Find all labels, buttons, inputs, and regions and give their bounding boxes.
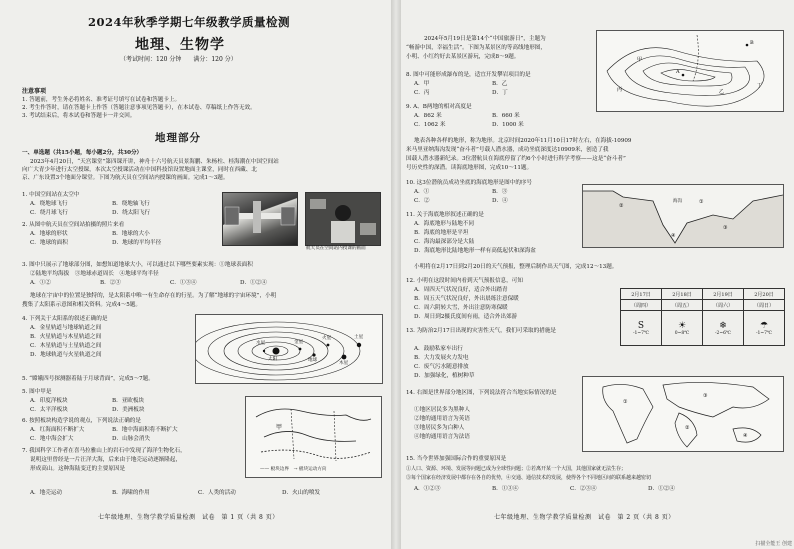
q2-stem: 2. 从图中航天员在空间站拍摄的照片来看: [22, 222, 125, 228]
intro-line-1: 2023年4月20日，“天宫课堂”第四课开讲，神舟十六号航天员景海鹏、朱杨柱、桂海潮在中国空间站: [30, 159, 279, 165]
svg-text:③: ③: [703, 393, 708, 399]
weather-date-2: 2月18日: [662, 289, 703, 300]
trench-label: 海沟: [673, 199, 683, 204]
q8-stem: 8. 图中可能形成瀑布的是，适宜开发攀岩项目的是: [406, 72, 531, 78]
exam-title: 2024年秋季学期七年级教学质量检测: [88, 15, 291, 29]
q8-intro-line-1: 2024年5月19日是第14个“中国旅游日”，主题为: [424, 36, 546, 42]
q15-line-2: ③每个国家在经济发展中都存在各自的优势，④交通、通信技术的发展，使得各个不同地区间的联系越来越密切: [406, 475, 652, 481]
q15-stem: 15. 当今世界加强国际合作的重要原因是: [406, 456, 507, 462]
q2-option-a: A．地球的形状: [30, 231, 68, 237]
notice-3: 3. 考试结束后，将本试卷和答题卡一并交回。: [22, 113, 136, 119]
weather-temp-2: 0~8℃: [674, 330, 690, 336]
q6-option-c: C．地中海会扩大: [30, 436, 74, 442]
q3-option-c: C．①③④: [170, 280, 197, 286]
q10-intro-line-2: 米马里亚纳海沟发现“奋斗者”号载人潜水器，成功坐底深度达10909米，创造了我: [406, 147, 609, 153]
q9-option-d: D．1000 米: [492, 122, 524, 128]
svg-text:丁: 丁: [757, 83, 763, 89]
solar-system-diagram: [195, 314, 383, 384]
q13-option-b: B．大力发展火力发电: [414, 355, 469, 361]
weather-cell-3: [703, 311, 744, 346]
q1-stem: 1. 中国空间站在太空中: [22, 192, 80, 198]
section-title: 地理部分: [155, 132, 201, 144]
q15-option-b: B．①③④: [492, 486, 519, 492]
intro-line-2: 向广大青少年进行太空授课，本次太空授课活动在中国科技馆设置地面主课堂，同时在西藏、北: [22, 167, 257, 173]
q5-option-a: A．印度洋板块: [30, 398, 68, 404]
svg-text:②: ②: [685, 425, 690, 431]
q12-option-c: C．周六阴转大雪，外出注意防寒保暖: [414, 305, 508, 311]
weather-cell-4: [744, 311, 785, 346]
sunny-icon: ☀: [677, 320, 687, 331]
notice-title: 注意事项: [22, 88, 47, 95]
weather-day-3: （周六）: [703, 300, 744, 311]
q11-option-b: B．海底的地形是平坦: [414, 230, 469, 236]
q7-line-2: 说明这里曾经是一片汪洋大海，后来由于地壳运动逐渐隆起，: [30, 457, 182, 463]
weather-table: [620, 288, 785, 346]
q4-option-a: A．金星轨道与地球轨道之间: [30, 325, 102, 331]
page-two: [402, 0, 790, 549]
intro-line-3: 京、广东设置3个地面分课堂。下图为航天员在空间站内授课的画面。完成1～3题。: [22, 175, 229, 181]
q10-intro-line-4: 号历史性的深潜。读海底地形图，完成10～11题。: [406, 165, 533, 171]
page-gutter: [391, 0, 401, 549]
q6-option-b: B．地中海面积将不断扩大: [112, 427, 178, 433]
label-saturn: 土星: [354, 335, 364, 340]
q1-option-c: C．绕月球飞行: [30, 210, 68, 216]
q5-intro: 5. “嫦娥四号探测器着陆于月球背面”，完成5～7题。: [22, 376, 154, 382]
seafloor-profile-drawing: [583, 185, 783, 247]
q8-option-b: B．乙: [492, 81, 508, 87]
q12-option-b: B．周五天气状况良好，外出晨练注意保暖: [414, 296, 519, 302]
q15-line-1: ①人口、资源、环境、发展等问题已成为全球性问题；②若离开某一个大国，其他国家就无法生存；: [406, 466, 627, 472]
label-venus: 金星: [294, 340, 304, 345]
q7-option-b: B．海啸的作用: [112, 490, 150, 496]
q11-option-d: D．海底地形比陆地地形一样有高低起伏和深海盆: [414, 248, 536, 254]
q10-option-d: D．④: [492, 198, 508, 204]
q15-option-a: A．①②③: [414, 486, 441, 492]
q6-option-d: D．山脉会消失: [112, 436, 151, 442]
seafloor-profile: [582, 184, 784, 248]
label-mars: 火星: [322, 336, 332, 341]
q5-option-d: D．美洲板块: [112, 407, 145, 413]
q14-option-b: ②地的通用语言为英语: [414, 416, 470, 422]
page-two-footer: 七年级地理、生物学教学质量检测 试卷 第 2 页（共 8 页）: [494, 514, 675, 521]
svg-text:③: ③: [723, 225, 728, 231]
contour-map-drawing: [597, 31, 783, 111]
weather-temp-3: -2~6℃: [714, 330, 732, 336]
astronaut-drawing: [306, 193, 380, 245]
q11-option-c: C．海沟最深部分是大陆: [414, 239, 475, 245]
q10-intro-line-1: 地表各种各样的地形，称为地形。北京时间2020年11月10日17时左右，在海拔-10909: [414, 138, 632, 144]
q8-option-d: D．丁: [492, 90, 508, 96]
weather-day-1: （周四）: [621, 300, 662, 311]
contour-map: [596, 30, 784, 112]
svg-text:丙: 丙: [617, 87, 623, 93]
q10-option-c: C．②: [414, 198, 430, 204]
page-one-footer: 七年级地理、生物学教学质量检测 试卷 第 1 页（共 8 页）: [98, 514, 279, 521]
q6-option-a: A．红海面积不断扩大: [30, 427, 85, 433]
sandstorm-icon: S: [637, 320, 645, 331]
q3-stem: 3. 图中只展示了地球部分图，如想知道地球大小，可以通过以下哪些要素实现：①地球表面积: [22, 262, 253, 268]
svg-text:②: ②: [619, 203, 624, 209]
q12-stem: 12. 小明在这段时间内看到天气预报信息，可知: [406, 278, 523, 284]
q13-option-a: A．鼓励私家车出行: [414, 346, 463, 352]
q4-option-c: C．木星轨道与土星轨道之间: [30, 343, 102, 349]
svg-text:甲: 甲: [276, 424, 283, 431]
q4-stem: 4. 下列关于太阳系的叙述正确的是: [22, 316, 108, 322]
q12-option-d: D．周日到2摄氏度间有雨，适合外出郊游: [414, 314, 518, 320]
astronaut-photo: [305, 192, 381, 246]
q10-option-b: B．③: [492, 189, 508, 195]
weather-day-4: （周日）: [744, 300, 785, 311]
q14-option-d: ④地的通用语言为法语: [414, 434, 470, 440]
q5-option-b: B．亚欧板块: [112, 398, 145, 404]
svg-text:①: ①: [699, 199, 704, 205]
q15-option-c: C．②③④: [570, 486, 597, 492]
page-one: [0, 0, 390, 549]
q10-intro-line-3: 国载人潜水器新纪录。3位潜航员在海底停留了约6个小时进行科学考察——这是“奋斗者”: [406, 156, 626, 162]
label-sun: 太阳: [268, 357, 278, 362]
notice-2: 2. 考生作答时，请在答题卡上作答（答题注意事项见答题卡），在本试卷、草稿纸上作答无效。: [22, 105, 256, 111]
q8-option-a: A．甲: [414, 81, 430, 87]
world-region-map-drawing: [583, 377, 783, 451]
plate-map: [245, 396, 382, 478]
q5-option-c: C．太平洋板块: [30, 407, 68, 413]
weather-date-3: 2月19日: [703, 289, 744, 300]
q10-stem: 10. 这3位潜航员成功坐底的海底地形是图中的序号: [406, 180, 533, 186]
weather-day-2: （周五）: [662, 300, 703, 311]
plate-map-drawing: [246, 397, 381, 467]
q3-option-a: A．①②: [30, 280, 51, 286]
photo-caption: 航天员在空间站内授课的画面: [306, 246, 366, 251]
q2-option-d: D．地球的平均半径: [112, 240, 162, 246]
q9-stem: 9. A、B两地的相对高度是: [406, 104, 472, 110]
q2-option-c: C．地球的面积: [30, 240, 68, 246]
plate-map-legend: —— 板块边界 → 板块运动方向: [260, 467, 327, 472]
weather-temp-4: -1~7℃: [755, 330, 773, 336]
weather-temp-1: -1~7℃: [632, 330, 650, 336]
weather-cell-1: [621, 311, 662, 346]
svg-text:④: ④: [743, 433, 748, 439]
q13-option-d: D．加强绿化，植树种草: [414, 373, 475, 379]
space-station-photo: [222, 192, 298, 246]
solar-system-orbits: [196, 315, 382, 383]
label-earth: 地球: [308, 358, 318, 363]
q3-option-b: B．②③: [100, 280, 121, 286]
q6-stem: 6. 按照板块构造学说的观点，下列说法正确的是: [22, 418, 141, 424]
q13-stem: 13. 为防治2月17日出现的灾害性天气，我们可采取的措施是: [406, 328, 557, 334]
q9-option-c: C．1062 米: [414, 122, 446, 128]
q1-option-d: D．绕太阳飞行: [112, 210, 151, 216]
svg-text:乙: 乙: [719, 89, 725, 95]
q13-option-c: C．废气污水随意排放: [414, 364, 469, 370]
q10-option-a: A．①: [414, 189, 430, 195]
q8-intro-line-3: 小明、小红约好去某景区游玩，完成8～9题。: [406, 54, 520, 60]
q12-intro: 小明将在2月17日到2月20日的天气预报，整理后制作出天气图，完成12～13题。: [414, 264, 618, 270]
q8-option-c: C．丙: [414, 90, 430, 96]
q3-stem-line-2: ②陆地平均海拔 ③地球赤道周长 ④地球平均半径: [30, 271, 159, 277]
q11-stem: 11. 关于海底地形叙述正确的是: [406, 212, 484, 218]
q9-option-b: B．660 米: [492, 113, 520, 119]
weather-date-1: 2月17日: [621, 289, 662, 300]
rain-icon: ☂: [759, 320, 769, 331]
q11-option-a: A．海底地形与陆地不同: [414, 221, 474, 227]
weather-date-4: 2月20日: [744, 289, 785, 300]
label-mercury: 水星: [256, 341, 266, 346]
q4-intro-line-2: 搜集了太阳系示意图和相关资料。完成4～5题。: [22, 302, 141, 308]
q7-option-c: C．人类的活动: [198, 490, 236, 496]
scanner-watermark: 扫描全能王 创建: [755, 541, 792, 547]
q2-option-b: B．地球的大小: [112, 231, 150, 237]
q1-option-a: A．绕地球飞行: [30, 201, 68, 207]
q4-intro-line-1: 地球在宇宙中的位置是独特的，是太阳系中唯一有生命存在的行星。为了解“地球的宇宙环境”，小明: [30, 293, 277, 299]
q14-option-a: ①地区居民多为黑种人: [414, 407, 470, 413]
q5-stem: 5. 图中甲是: [22, 389, 52, 395]
svg-text:甲: 甲: [637, 57, 643, 63]
exam-info: （考试时间：120 分钟 满分：120 分）: [120, 56, 237, 63]
snow-icon: ❄: [719, 320, 727, 331]
svg-text:A: A: [676, 69, 680, 75]
q7-option-d: D．火山的喷发: [282, 490, 321, 496]
q7-line-1: 7. 我国科学工作者在喜马拉雅山上的岩石中发现了海洋生物化石，: [22, 448, 186, 454]
q9-option-a: A．862 米: [414, 113, 442, 119]
q7-option-a: A．地壳运动: [30, 490, 63, 496]
q4-option-d: D．地球轨道与火星轨道之间: [30, 352, 102, 358]
part1-title: 一、单选题（共15小题，每小题2分，共30分）: [22, 150, 143, 156]
q14-stem: 14. 右图是世界部分地区图，下列说法符合当地实际情况的是: [406, 390, 557, 396]
space-station-drawing: [223, 193, 297, 245]
exam-subtitle: 地理、生物学: [135, 37, 225, 53]
q4-option-b: B．火星轨道与木星轨道之间: [30, 334, 102, 340]
q7-line-3: 形成高山。这种海陆变迁的主要原因是: [30, 466, 126, 472]
q15-option-d: D．①②④: [648, 486, 675, 492]
svg-text:④: ④: [671, 233, 676, 239]
q14-option-c: ③地居民多为白种人: [414, 425, 465, 431]
q12-option-a: A．周四天气状况良好，适合外出踏青: [414, 287, 508, 293]
svg-text:①: ①: [623, 399, 628, 405]
world-region-map: [582, 376, 784, 452]
q1-option-b: B．绕地轴飞行: [112, 201, 150, 207]
label-jupiter: 木星: [339, 361, 349, 366]
svg-text:B: B: [750, 40, 754, 46]
notice-1: 1. 答题前，考生务必将姓名、准考证号填写在试卷和答题卡上。: [22, 97, 181, 103]
q8-intro-line-2: “畅游中国，幸福生活”。下图为某景区的等高线地形图，: [406, 45, 546, 51]
weather-cell-2: [662, 311, 703, 346]
q3-option-d: D．①②④: [240, 280, 267, 286]
